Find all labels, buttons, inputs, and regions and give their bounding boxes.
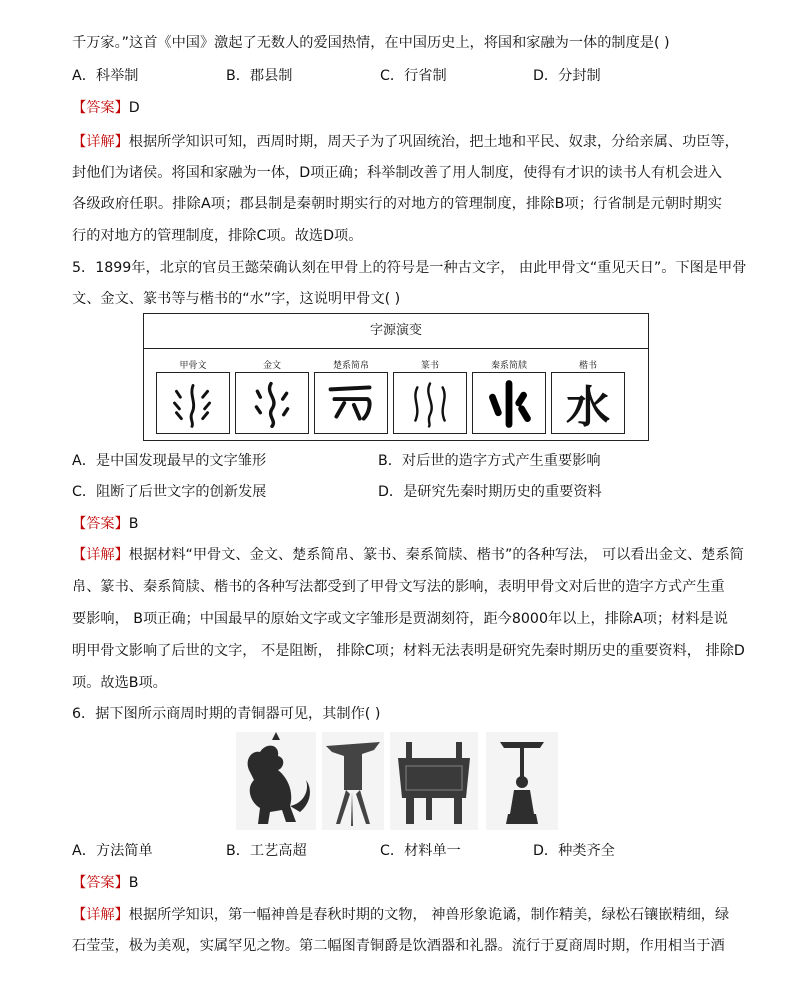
q4-explain-line: 【详解】根据所学知识可知，西周时期，周天子为了巩固统治，把土地和平民、奴隶，分给亲属、功臣等，: [72, 134, 739, 150]
qin-bamboo-water-icon: [472, 372, 546, 434]
glyph-label: 秦系简牍: [490, 361, 527, 371]
answer-tag: 【答案】: [72, 875, 129, 891]
glyph-label: 甲骨文: [179, 361, 207, 371]
q4-option-a: A．科举制: [72, 68, 139, 84]
bronze-lamp-figure-icon: [486, 732, 558, 830]
q5-explain-line: 明甲骨文影响了后世的文字， 不是阻断， 排除C项；材料无法表明是研究先秦时期历史的重要资料， 排除D: [72, 643, 745, 659]
answer-tag: 【答案】: [72, 516, 129, 532]
glyph-cell: [312, 358, 390, 434]
seal-water-icon: [393, 372, 467, 434]
explain-tag: 【详解】: [72, 134, 129, 150]
q4-answer: [72, 98, 140, 118]
q4-explain-line: 各级政府任职。排除A项；郡县制是秦朝时期实行的对地方的管理制度，排除B项；行省制是元朝时期实: [72, 196, 722, 212]
q5-stem-line: 文、金文、篆书等与楷书的“水”字，这说明甲骨文( ): [72, 291, 401, 307]
q6-stem: 6．据下图所示商周时期的青铜器可见，其制作( ): [72, 706, 381, 722]
q6-option-d: D．种类齐全: [533, 843, 615, 859]
glyph-cell: [549, 358, 627, 434]
kaishu-water-glyph: 水: [551, 372, 625, 434]
q4-option-c: C．行省制: [380, 68, 447, 84]
q6-explain-line: 石莹莹，极为美观，实属罕见之物。第二幅图青铜爵是饮酒器和礼器。流行于夏商周时期，作用相当于酒: [72, 938, 725, 954]
q5-explain-line: 要影响， B项正确；中国最早的原始文字或文字雏形是贾湖刻符，距今8000年以上，排除A项；材料是说: [72, 611, 728, 627]
q5-option-a: A．是中国发现最早的文字雏形: [72, 453, 267, 469]
q4-explain-line: 封他们为诸侯。将国和家融为一体，D项正确；科举制改善了用人制度，使得有才识的读书人有机会进入: [72, 165, 722, 181]
glyph-cell: [154, 358, 232, 434]
q5-stem-line: 5．1899年，北京的官员王懿荣确认刻在甲骨上的符号是一种古文字， 由此甲骨文“重见天日”。下图是甲骨: [72, 260, 747, 276]
glyph-cell: [233, 358, 311, 434]
q6-answer: [72, 873, 139, 893]
answer-letter: B: [128, 516, 139, 532]
answer-letter: B: [128, 875, 139, 891]
q4-stem: 千万家。”这首《中国》激起了无数人的爱国热情，在中国历史上，将国和家融为一体的制度是( ): [72, 35, 670, 51]
q6-explain-line: 【详解】根据所学知识，第一幅神兽是春秋时期的文物， 神兽形象诡谲，制作精美，绿松石镶嵌精细，绿: [72, 907, 730, 923]
oracle-bone-water-icon: [156, 372, 230, 434]
glyph-label: 楚系简帛: [332, 361, 369, 371]
q5-option-b: B．对后世的造字方式产生重要影响: [378, 453, 601, 469]
bronze-water-icon: [235, 372, 309, 434]
q6-option-a: A．方法简单: [72, 843, 153, 859]
explain-tag: 【详解】: [72, 907, 129, 923]
bronze-ware-figure: [236, 732, 558, 830]
q4-option-b: B．郡县制: [226, 68, 293, 84]
q5-answer: [72, 514, 139, 534]
q5-option-c: C．阻断了后世文字的创新发展: [72, 484, 267, 500]
answer-tag: 【答案】: [72, 100, 129, 116]
glyph-label: 楷书: [578, 361, 597, 371]
bronze-ding-icon: [390, 732, 478, 830]
bronze-beast-icon: [236, 732, 316, 830]
bronze-jue-icon: [322, 732, 384, 830]
explain-tag: 【详解】: [72, 547, 129, 563]
q6-option-c: C．材料单一: [380, 843, 461, 859]
q5-explain-line: 【详解】根据材料“甲骨文、金文、楚系简帛、篆书、秦系简牍、楷书”的各种写法， 可以看出金文、楚系简: [72, 547, 744, 563]
q4-explain-line: 行的对地方的管理制度，排除C项。故选D项。: [72, 228, 363, 244]
figure-title: 字源演变: [144, 314, 648, 349]
glyph-cell: [391, 358, 469, 434]
glyph-label: 金文: [262, 361, 281, 371]
q5-option-d: D．是研究先秦时期历史的重要资料: [378, 484, 602, 500]
q6-option-b: B．工艺高超: [226, 843, 307, 859]
q5-explain-line: 项。故选B项。: [72, 675, 167, 691]
glyph-label: 篆书: [420, 361, 439, 371]
q5-explain-line: 帛、篆书、秦系简牍、楷书的各种写法都受到了甲骨文写法的影响，表明甲骨文对后世的造字方式产生重: [72, 579, 725, 595]
script-evolution-figure: [143, 313, 649, 441]
glyph-cell: [470, 358, 548, 434]
answer-letter: D: [128, 100, 140, 116]
chu-bamboo-water-icon: [314, 372, 388, 434]
q4-option-d: D．分封制: [533, 68, 601, 84]
